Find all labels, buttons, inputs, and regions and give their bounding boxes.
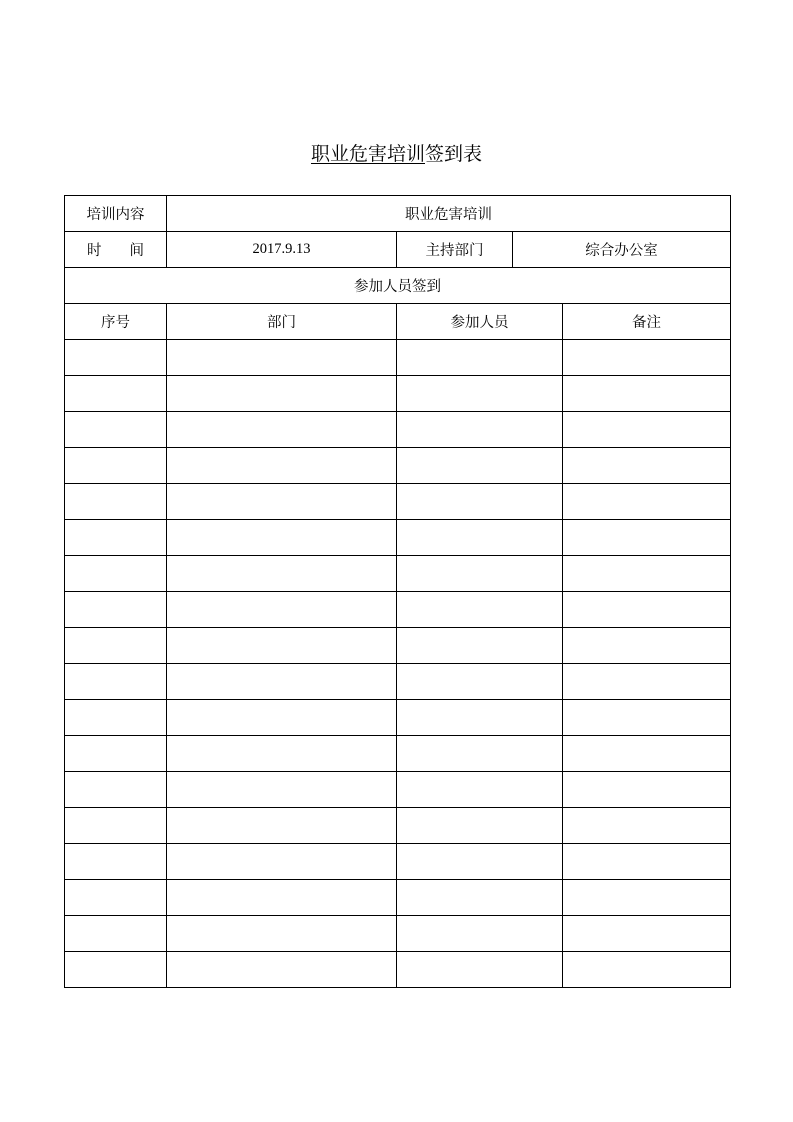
participant-cell[interactable] xyxy=(397,448,563,484)
seq-cell[interactable] xyxy=(65,880,167,916)
dept-cell[interactable] xyxy=(167,412,397,448)
dept-cell[interactable] xyxy=(167,340,397,376)
table-row xyxy=(65,484,731,520)
table-row xyxy=(65,844,731,880)
training-content-row xyxy=(65,196,731,232)
col-header-remarks: 备注 xyxy=(563,304,731,340)
table-row xyxy=(65,520,731,556)
seq-cell[interactable] xyxy=(65,592,167,628)
participant-cell[interactable] xyxy=(397,736,563,772)
participant-cell[interactable] xyxy=(397,556,563,592)
host-dept-label: 主持部门 xyxy=(397,232,513,268)
remarks-cell[interactable] xyxy=(563,880,731,916)
table-row xyxy=(65,916,731,952)
dept-cell[interactable] xyxy=(167,916,397,952)
seq-cell[interactable] xyxy=(65,628,167,664)
seq-cell[interactable] xyxy=(65,556,167,592)
col-header-dept: 部门 xyxy=(167,304,397,340)
signin-heading: 参加人员签到 xyxy=(65,268,731,304)
participant-cell[interactable] xyxy=(397,412,563,448)
table-row xyxy=(65,952,731,988)
participant-cell[interactable] xyxy=(397,844,563,880)
participant-cell[interactable] xyxy=(397,376,563,412)
participant-cell[interactable] xyxy=(397,916,563,952)
dept-cell[interactable] xyxy=(167,664,397,700)
remarks-cell[interactable] xyxy=(563,916,731,952)
time-label: 时 间 xyxy=(65,232,167,268)
seq-cell[interactable] xyxy=(65,736,167,772)
seq-cell[interactable] xyxy=(65,664,167,700)
title-rest: 签到表 xyxy=(425,143,483,165)
signin-table xyxy=(64,195,731,988)
signin-heading-row xyxy=(65,268,731,304)
table-row xyxy=(65,736,731,772)
seq-cell[interactable] xyxy=(65,340,167,376)
dept-cell[interactable] xyxy=(167,700,397,736)
remarks-cell[interactable] xyxy=(563,556,731,592)
table-row xyxy=(65,700,731,736)
dept-cell[interactable] xyxy=(167,628,397,664)
remarks-cell[interactable] xyxy=(563,592,731,628)
seq-cell[interactable] xyxy=(65,520,167,556)
dept-cell[interactable] xyxy=(167,952,397,988)
table-row xyxy=(65,376,731,412)
seq-cell[interactable] xyxy=(65,952,167,988)
table-row xyxy=(65,772,731,808)
dept-cell[interactable] xyxy=(167,484,397,520)
seq-cell[interactable] xyxy=(65,808,167,844)
participant-cell[interactable] xyxy=(397,340,563,376)
table-row xyxy=(65,556,731,592)
seq-cell[interactable] xyxy=(65,412,167,448)
training-content-value: 职业危害培训 xyxy=(167,196,731,232)
table-row xyxy=(65,340,731,376)
participant-cell[interactable] xyxy=(397,484,563,520)
remarks-cell[interactable] xyxy=(563,376,731,412)
remarks-cell[interactable] xyxy=(563,664,731,700)
participant-cell[interactable] xyxy=(397,952,563,988)
participant-cell[interactable] xyxy=(397,592,563,628)
participant-cell[interactable] xyxy=(397,808,563,844)
remarks-cell[interactable] xyxy=(563,484,731,520)
dept-cell[interactable] xyxy=(167,880,397,916)
participant-cell[interactable] xyxy=(397,664,563,700)
remarks-cell[interactable] xyxy=(563,520,731,556)
host-dept-value: 综合办公室 xyxy=(513,232,731,268)
page-title xyxy=(0,141,793,167)
dept-cell[interactable] xyxy=(167,592,397,628)
table-row xyxy=(65,664,731,700)
remarks-cell[interactable] xyxy=(563,448,731,484)
time-host-row xyxy=(65,232,731,268)
dept-cell[interactable] xyxy=(167,808,397,844)
dept-cell[interactable] xyxy=(167,376,397,412)
remarks-cell[interactable] xyxy=(563,700,731,736)
table-row xyxy=(65,412,731,448)
seq-cell[interactable] xyxy=(65,844,167,880)
column-header-row xyxy=(65,304,731,340)
seq-cell[interactable] xyxy=(65,916,167,952)
dept-cell[interactable] xyxy=(167,556,397,592)
remarks-cell[interactable] xyxy=(563,736,731,772)
dept-cell[interactable] xyxy=(167,736,397,772)
remarks-cell[interactable] xyxy=(563,952,731,988)
table-row xyxy=(65,808,731,844)
dept-cell[interactable] xyxy=(167,772,397,808)
seq-cell[interactable] xyxy=(65,484,167,520)
title-underlined-part: 职业危害培训 xyxy=(310,143,425,165)
remarks-cell[interactable] xyxy=(563,628,731,664)
training-content-label: 培训内容 xyxy=(65,196,167,232)
time-value: 2017.9.13 xyxy=(167,232,397,268)
participant-cell[interactable] xyxy=(397,628,563,664)
remarks-cell[interactable] xyxy=(563,412,731,448)
seq-cell[interactable] xyxy=(65,772,167,808)
seq-cell[interactable] xyxy=(65,376,167,412)
dept-cell[interactable] xyxy=(167,844,397,880)
col-header-participant: 参加人员 xyxy=(397,304,563,340)
dept-cell[interactable] xyxy=(167,520,397,556)
seq-cell[interactable] xyxy=(65,700,167,736)
participant-cell[interactable] xyxy=(397,700,563,736)
participant-cell[interactable] xyxy=(397,880,563,916)
participant-cell[interactable] xyxy=(397,520,563,556)
table-row xyxy=(65,628,731,664)
remarks-cell[interactable] xyxy=(563,340,731,376)
col-header-seq: 序号 xyxy=(65,304,167,340)
remarks-cell[interactable] xyxy=(563,844,731,880)
table-row xyxy=(65,880,731,916)
remarks-cell[interactable] xyxy=(563,772,731,808)
seq-cell[interactable] xyxy=(65,448,167,484)
remarks-cell[interactable] xyxy=(563,808,731,844)
participant-cell[interactable] xyxy=(397,772,563,808)
table-row xyxy=(65,448,731,484)
dept-cell[interactable] xyxy=(167,448,397,484)
table-row xyxy=(65,592,731,628)
